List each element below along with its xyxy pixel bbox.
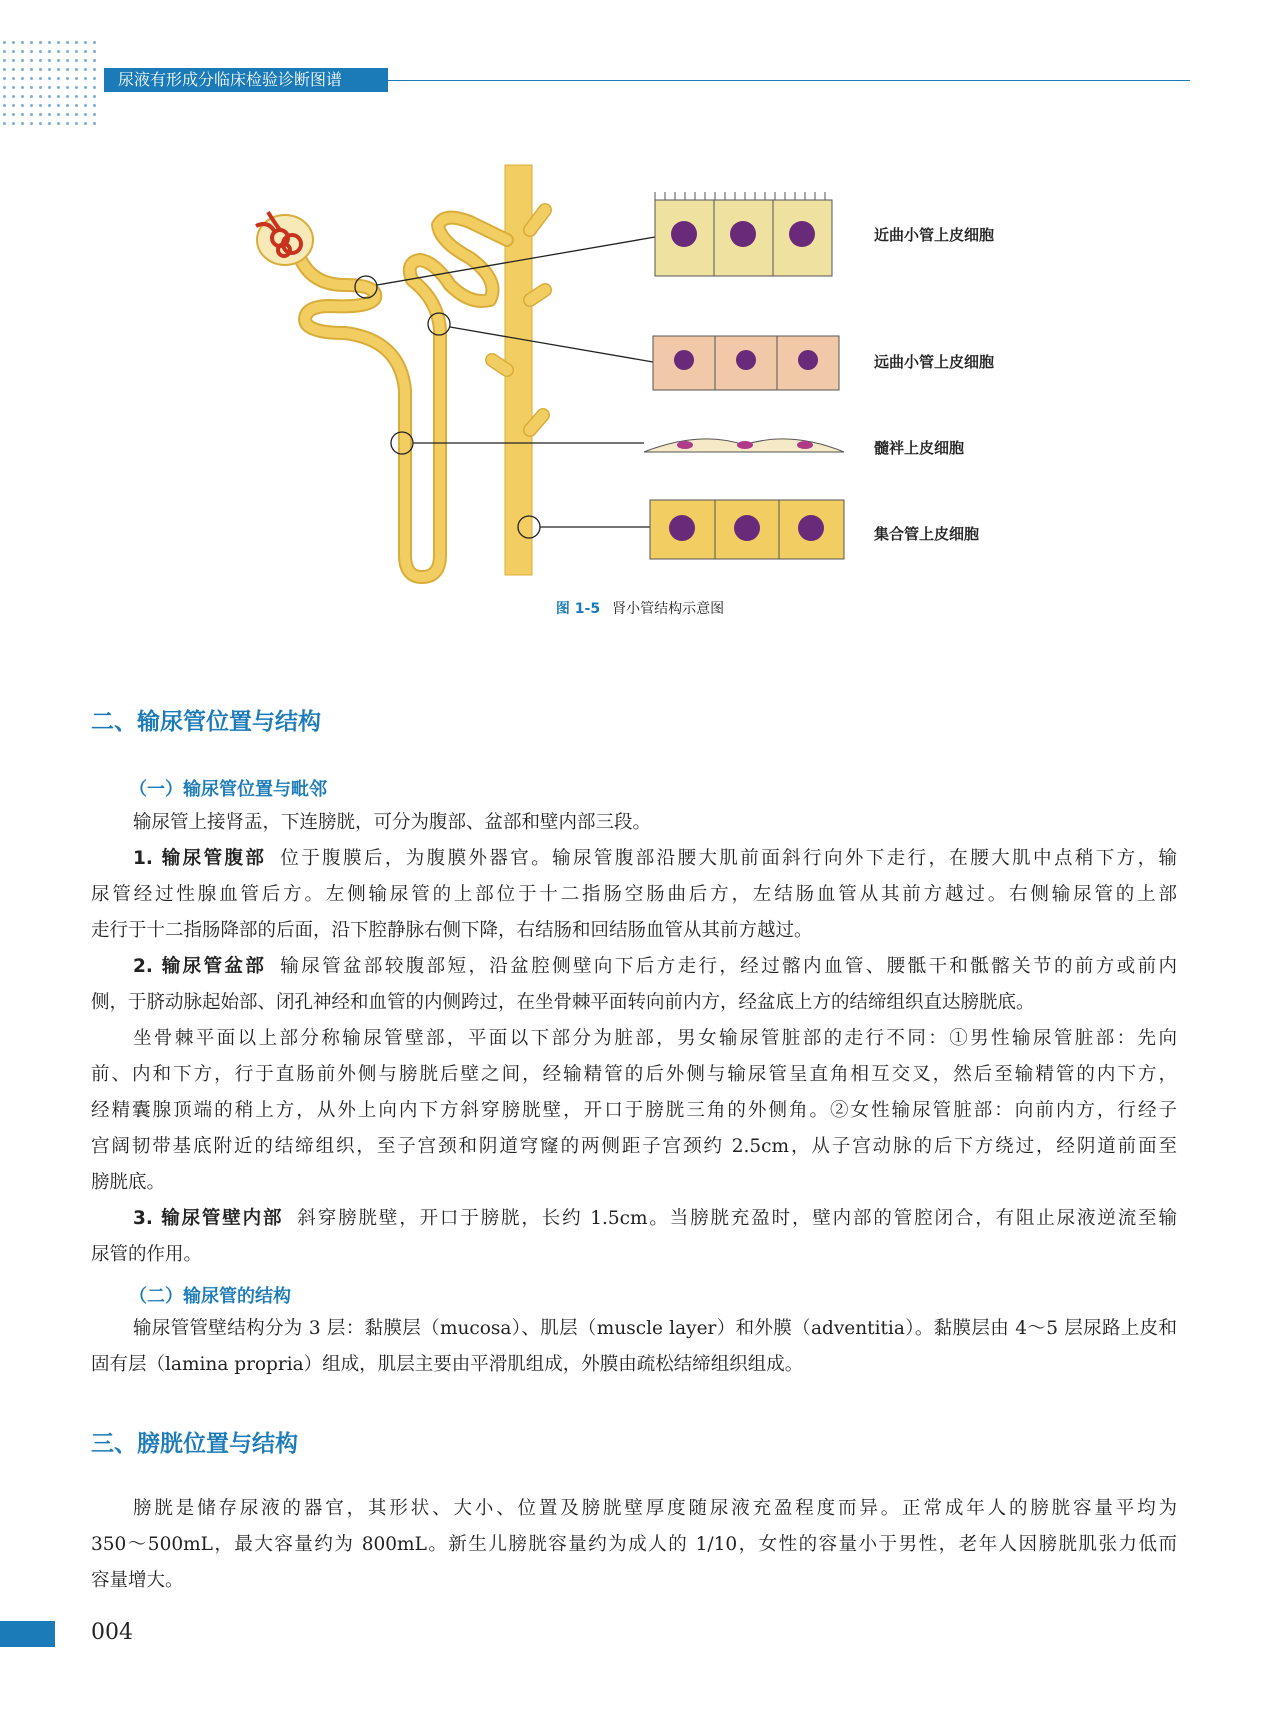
distal-tubule-cells <box>653 336 839 390</box>
text-line <box>91 1201 1177 1237</box>
nephron-diagram <box>0 0 1280 600</box>
label-loop-of-henle: 髓袢上皮细胞 <box>874 439 965 457</box>
label-distal-tubule: 远曲小管上皮细胞 <box>874 353 995 371</box>
glomerulus <box>256 212 313 265</box>
figure-caption <box>0 598 1280 618</box>
text-line: 前、内和下方，行于直肠前外侧与膀胱后壁之间，经输精管的后外侧与输尿管呈直角相互交叉，然后至输精管的内下方， <box>91 1064 1177 1085</box>
label-collecting-duct: 集合管上皮细胞 <box>874 525 980 543</box>
text-line: 输尿管上接肾盂，下连膀胱，可分为腹部、盆部和壁内部三段。 <box>133 812 652 833</box>
text-line <box>91 949 1177 985</box>
text-line: 固有层（lamina propria）组成，肌层主要由平滑肌组成，外膜由疏松结缔组织组成。 <box>91 1354 804 1375</box>
text-span: 输尿管盆部较腹部短，沿盆腔侧壁向下后方走行，经过髂内血管、腰骶干和骶髂关节的前方或前内 <box>280 956 1177 977</box>
proximal-tubule-cells <box>655 192 832 276</box>
text-line: 尿管的作用。 <box>91 1244 203 1265</box>
text-line <box>91 841 1177 877</box>
body-text-ureter-structure <box>91 1311 1177 1383</box>
text-line: 膀胱是储存尿液的器官，其形状、大小、位置及膀胱壁厚度随尿液充盈程度而异。正常成年人的膀胱容量平均为 <box>133 1498 1177 1519</box>
body-text-ureter <box>91 805 1177 1273</box>
text-line: 侧，于脐动脉起始部、闭孔神经和血管的内侧跨过，在坐骨棘平面转向前内方，经盆底上方的结缔组织直达膀胱底。 <box>91 992 1035 1013</box>
nephron-tubule <box>300 218 507 577</box>
label-proximal-tubule: 近曲小管上皮细胞 <box>874 226 995 244</box>
section-heading-bladder: 三、膀胱位置与结构 <box>91 1431 298 1457</box>
text-line: 宫阔韧带基底附近的结缔组织，至子宫颈和阴道穹窿的两侧距子宫颈约 2.5cm，从子宫动脉的后下方绕过，经阴道前面至 <box>91 1136 1177 1157</box>
text-line: 膀胱底。 <box>91 1172 166 1193</box>
text-line: 350～500mL，最大容量约为 800mL。新生儿膀胱容量约为成人的 1/10，女性的容量小于男性，老年人因膀胱肌张力低而 <box>91 1534 1177 1555</box>
page-number-bar <box>0 1621 55 1647</box>
page-number: 004 <box>91 1620 133 1645</box>
section-heading-ureter: 二、输尿管位置与结构 <box>91 709 321 735</box>
text-span: 斜穿膀胱壁，开口于膀胱，长约 1.5cm。当膀胱充盈时，壁内部的管腔闭合，有阻止尿液逆流至输 <box>297 1208 1177 1229</box>
text-line: 尿管经过性腺血管后方。左侧输尿管的上部位于十二指肠空肠曲后方，左结肠血管从其前方越过。右侧输尿管的上部 <box>91 884 1177 905</box>
text-line: 走行于十二指肠降部的后面，沿下腔静脉右侧下降，右结肠和回结肠血管从其前方越过。 <box>91 920 813 941</box>
subheading-ureter-position: （一）输尿管位置与毗邻 <box>129 779 327 800</box>
text-line: 输尿管管壁结构分为 3 层：黏膜层（mucosa）、肌层（muscle layer）和外膜（adventitia）。黏膜层由 4～5 层尿路上皮和 <box>133 1318 1177 1339</box>
collecting-duct-cells <box>650 500 844 559</box>
text-span: 位于腹膜后，为腹膜外器官。输尿管腹部沿腰大肌前面斜行向外下走行，在腰大肌中点稍下方，输 <box>280 848 1177 869</box>
book-title: 尿液有形成分临床检验诊断图谱 <box>118 70 343 89</box>
loop-of-henle-cells <box>644 439 844 452</box>
text-line: 经精囊腺顶端的稍上方，从外上向内下方斜穿膀胱壁，开口于膀胱三角的外侧角。②女性输尿管脏部：向前内方，行经子 <box>91 1100 1177 1121</box>
subheading-ureter-structure: （二）输尿管的结构 <box>129 1286 291 1307</box>
collecting-duct <box>492 165 545 575</box>
figure-title: 肾小管结构示意图 <box>612 601 725 617</box>
term-pelvic: 2. 输尿管盆部 <box>133 956 267 977</box>
figure-number: 图 1-5 <box>555 601 601 617</box>
body-text-bladder <box>91 1491 1177 1599</box>
term-abdominal: 1. 输尿管腹部 <box>133 848 267 869</box>
term-intramural: 3. 输尿管壁内部 <box>133 1208 284 1229</box>
text-line: 容量增大。 <box>91 1570 184 1591</box>
text-line: 坐骨棘平面以上部分称输尿管壁部，平面以下部分为脏部，男女输尿管脏部的走行不同：①男性输尿管脏部：先向 <box>133 1028 1177 1049</box>
